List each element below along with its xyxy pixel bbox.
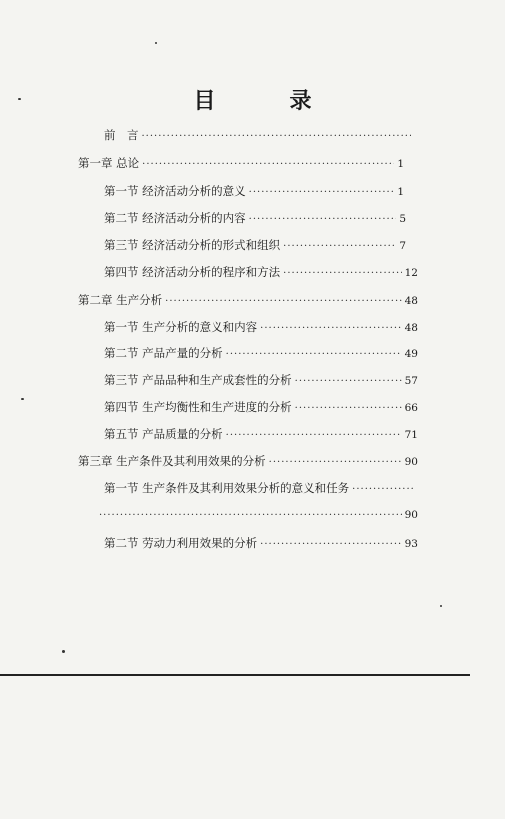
toc-entry-section [104, 399, 418, 415]
toc-entry-chapter [78, 155, 404, 171]
toc-page-number: 49 [404, 348, 418, 360]
toc-entry-label: 第五节 产品质量的分析 [104, 427, 223, 441]
toc-entry-section [104, 345, 418, 361]
leader-dots [142, 129, 412, 145]
scan-speck [21, 398, 24, 400]
toc-entry-section [104, 535, 418, 551]
toc-entry-label: 第三章 生产条件及其利用效果的分析 [78, 454, 266, 468]
toc-page-number: 93 [404, 538, 418, 550]
toc-page-number: 1 [397, 186, 404, 198]
toc-page-number: 5 [399, 213, 406, 225]
scan-speck [18, 98, 21, 100]
toc-entry-chapter [78, 453, 418, 469]
toc-page-number: 71 [404, 429, 418, 441]
toc-entry-label: 第四节 经济活动分析的程序和方法 [104, 265, 281, 279]
toc-entry-section [104, 210, 406, 226]
toc-page-number: 90 [404, 509, 418, 521]
toc-entry-section [104, 264, 418, 280]
toc-entry-section [104, 319, 418, 335]
leader-dots [352, 482, 413, 498]
scan-speck [62, 650, 65, 653]
leader-dots [283, 266, 401, 282]
toc-entry-label: 第二节 劳动力利用效果的分析 [104, 536, 258, 550]
toc-page-number: 12 [404, 267, 418, 279]
toc-page-number: 48 [404, 295, 418, 307]
toc-entry-label: 第二节 产品产量的分析 [104, 346, 223, 360]
toc-page-number: 1 [397, 158, 404, 170]
scan-speck [155, 42, 157, 44]
toc-entry-label: 第三节 经济活动分析的形式和组织 [104, 238, 281, 252]
leader-dots [295, 374, 402, 390]
scan-speck [440, 605, 442, 607]
toc-entry-label: 第三节 产品品种和生产成套性的分析 [104, 373, 292, 387]
toc-page-number: 66 [404, 402, 418, 414]
leader-dots [99, 508, 402, 524]
leader-dots [269, 455, 402, 471]
toc-entry-section [104, 372, 418, 388]
leader-dots [283, 239, 396, 255]
toc-entry-label: 第二章 生产分析 [78, 293, 163, 307]
leader-dots [249, 185, 395, 201]
toc-entry-label: 第四节 生产均衡性和生产进度的分析 [104, 400, 292, 414]
toc-entry-label: 第一节 生产分析的意义和内容 [104, 320, 258, 334]
leader-dots [260, 537, 401, 553]
toc-page-number: 48 [404, 322, 418, 334]
toc-page-number: 90 [404, 456, 418, 468]
leader-dots [142, 157, 394, 173]
leader-dots [260, 321, 401, 337]
toc-entry-chapter [78, 292, 418, 308]
leader-dots [165, 294, 401, 310]
toc-entry-preface [104, 127, 414, 143]
toc-entry-continuation [96, 507, 418, 523]
toc-entry-label: 第二节 经济活动分析的内容 [104, 211, 246, 225]
toc-entry-label: 第一章 总论 [78, 156, 140, 170]
leader-dots [226, 428, 402, 444]
toc-entry-label: 前 言 [104, 128, 139, 142]
leader-dots [249, 212, 397, 228]
toc-entry-section [104, 183, 404, 199]
toc-page-number: 57 [404, 375, 418, 387]
toc-page-number: 7 [399, 240, 406, 252]
leader-dots [295, 401, 402, 417]
toc-entry-label: 第一节 经济活动分析的意义 [104, 184, 246, 198]
page-bottom-rule [0, 674, 470, 676]
toc-entry-section [104, 426, 418, 442]
leader-dots [226, 347, 402, 363]
toc-entry-section [104, 237, 406, 253]
page-title: 目 录 [193, 88, 338, 114]
toc-entry-section [104, 480, 416, 496]
toc-entry-label: 第一节 生产条件及其利用效果分析的意义和任务 [104, 481, 350, 495]
